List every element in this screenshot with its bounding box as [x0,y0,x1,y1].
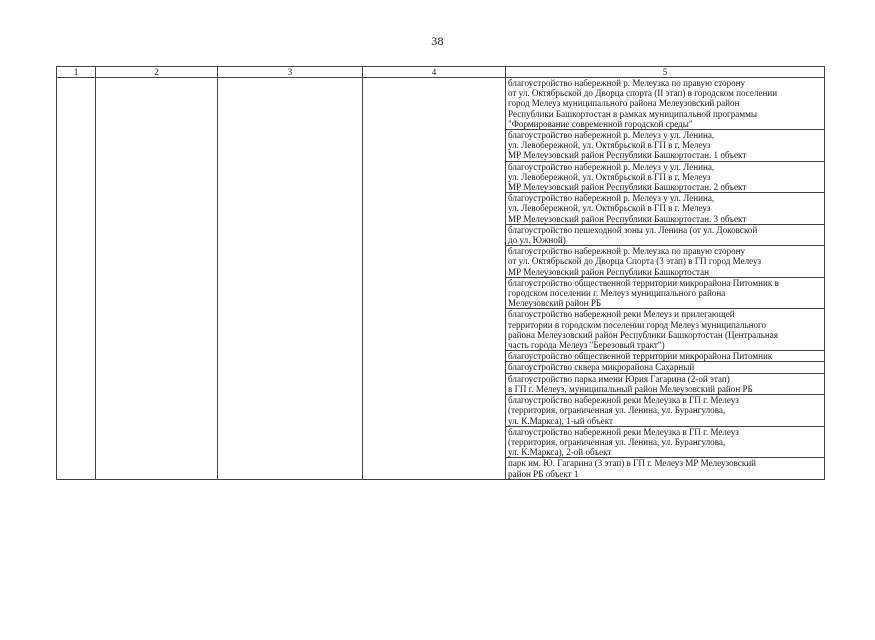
object-entry: благоустройство набережной реки Мелеузка в ГП г. Мелеуз (территория, ограниченная ул. Ленина, ул. Бурангулова, ул. К.Маркса), 2-ой объект [506,427,824,459]
column-header-4: 4 [363,67,506,78]
object-entry: благоустройство общественной территории микрорайона Питомник [506,351,824,362]
column-header-1: 1 [57,67,96,78]
object-entry: парк им. Ю. Гагарина (3 этап) в ГП г. Мелеуз МР Мелеузовский район РБ объект 1 [508,458,757,479]
document-table [56,66,825,480]
table-row [57,78,825,480]
cell-column-2 [96,78,218,480]
object-entry: благоустройство парка имени Юрия Гагарина (2-ой этап) в ГП г. Мелеуз, муниципальный район Мелеузовский район РБ [506,374,824,395]
object-entry: благоустройство пешеходной зоны ул. Ленина (от ул. Доковской до ул. Южной) [506,225,824,246]
cell-column-5 [506,78,825,480]
page-number: 38 [431,34,444,48]
object-entry: благоустройство набережной реки Мелеузка в ГП г. Мелеуз (территория, ограниченная ул. Ленина, ул. Бурангулова, ул. К.Маркса), 1-ый объект [506,395,824,427]
table-header-row [57,67,825,78]
cell-column-3 [218,78,363,480]
object-entry: благоустройство общественной территории микрорайона Питомник в городском поселении г. Мелеуз муниципального района Мелеузовский район РБ [506,278,824,310]
column-header-5: 5 [506,67,825,78]
object-entry: благоустройство набережной р. Мелеузка по правую сторону от ул. Октябрьской до Дворца спорта (II этап) в городском поселении город Мелеуз муниципального района Мелеузовский район Республики Башкортостан в рамках муниципальной программы "Формирование современной городской среды" [506,78,824,130]
cell-column-1 [57,78,96,480]
object-entry: благоустройство набережной р. Мелеузка по правую сторону от ул. Октябрьской до Дворца Спорта (3 этап) в ГП город Мелеуз МР Мелеузовский район Республики Башкортостан [506,246,824,278]
cell-column-4 [363,78,506,480]
column-header-2: 2 [96,67,218,78]
column-header-3: 3 [218,67,363,78]
object-entry: благоустройство набережной р. Мелеуз у ул. Ленина, ул. Левобережной, ул. Октябрьской в ГП в г. Мелеуз МР Мелеузовский район Республики Башкортостан. 1 объект [506,130,824,162]
object-entry: благоустройство набережной р. Мелеуз у ул. Ленина, ул. Левобережной, ул. Октябрьской в ГП в г. Мелеуз МР Мелеузовский район Республики Башкортостан. 2 объект [506,162,824,194]
object-entry: благоустройство набережной р. Мелеуз у ул. Ленина, ул. Левобережной, ул. Октябрьской в ГП в г. Мелеуз МР Мелеузовский район Республики Башкортостан. 3 объект [506,193,824,225]
object-entry: благоустройство сквера микрорайона Сахарный [506,362,824,373]
object-entry: благоустройство набережной реки Мелеуз и прилегающей территории в городском поселении город Мелеуз муниципального района Мелеузовский район Республики Башкортостан (Центральная часть города Мелеуз "Березовый тракт") [506,309,824,351]
